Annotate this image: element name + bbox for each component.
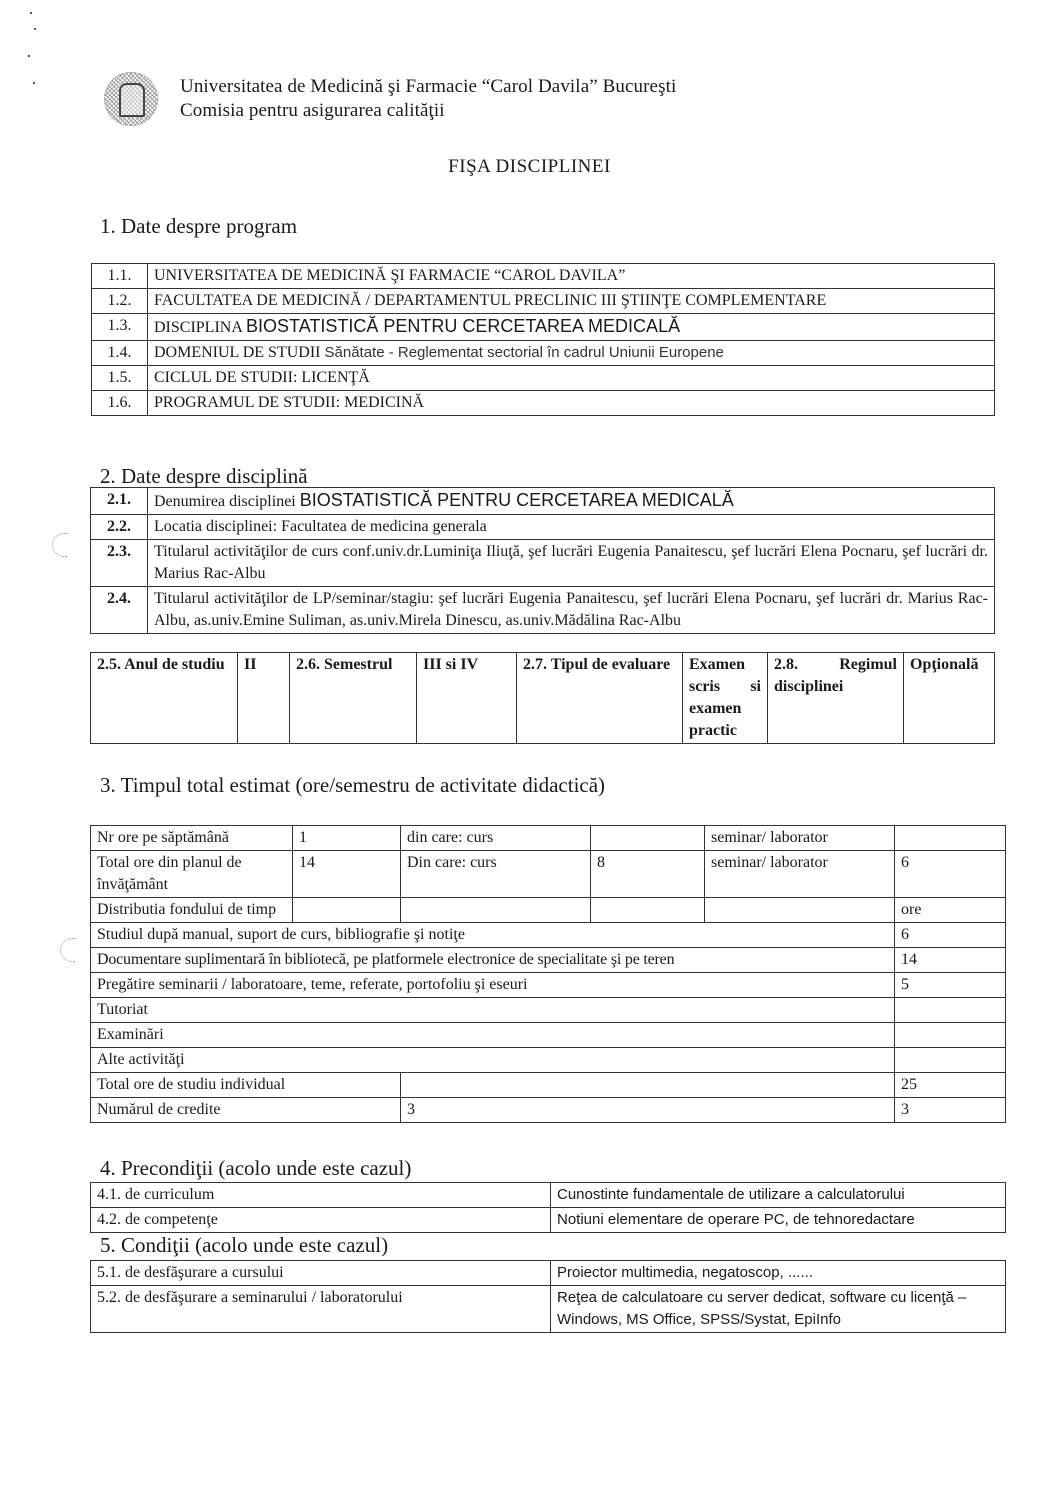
table-row <box>91 1073 1006 1098</box>
activity-label: Documentare suplimentară în bibliotecă, pe platformele electronice de specialitate şi pe teren <box>91 948 895 973</box>
individual-total-label: Total ore de studiu individual <box>91 1073 401 1098</box>
credits-label: Numărul de credite <box>91 1098 401 1123</box>
distribution-label: Distributia fondului de timp <box>91 898 293 923</box>
total-seminar-value: 6 <box>895 851 1006 898</box>
total-hours-value: 14 <box>293 851 401 898</box>
regime-label: 2.8. Regimul disciplinei <box>768 653 904 744</box>
table-row <box>91 998 1006 1023</box>
activity-value: 14 <box>895 948 1006 973</box>
activity-label: Examinări <box>91 1023 895 1048</box>
row-label: FACULTATEA DE MEDICINĂ / DEPARTAMENTUL PRECLINIC III ŞTIINŢE COMPLEMENTARE <box>154 292 827 309</box>
table-row <box>92 264 995 289</box>
total-hours-label: Total ore din planul de învăţământ <box>91 851 293 898</box>
table-row <box>91 1098 1006 1123</box>
section-5-title: 5. Condiţii (acolo unde este cazul) <box>100 1233 389 1257</box>
row-label: Denumirea disciplinei <box>154 493 300 510</box>
scan-dot <box>28 55 30 57</box>
weekly-seminar-value <box>895 826 1006 851</box>
total-seminar-label: seminar/ laborator <box>705 851 895 898</box>
row-label: Titularul activităţilor de LP/seminar/stagiu: şef lucrări Eugenia Panaitescu, şef lucrări Elena Pocnaru, şef lucrări dr. Marius Rac-Albu, as.univ.Emine Suliman, as.univ.Mirela Dinescu, as.univ.Mădălina Rac-Albu <box>154 590 988 629</box>
row-number: 1.4. <box>92 341 148 366</box>
total-course-label: Din care: curs <box>401 851 591 898</box>
row-value: MEDICINĂ <box>344 394 425 411</box>
row-label: PROGRAMUL DE STUDII: <box>154 394 345 411</box>
scan-dot <box>33 82 35 84</box>
row-number: 1.2. <box>92 289 148 314</box>
hole-punch-mark <box>60 938 75 962</box>
discipline-table <box>90 487 995 634</box>
regime-value: Opţională <box>904 653 995 744</box>
distribution-unit: ore <box>895 898 1006 923</box>
row-value: LICENŢĂ <box>301 369 370 386</box>
evaluation-value: Examen scris si examen practic <box>683 653 768 744</box>
commission-name: Comisia pentru asigurarea calităţii <box>180 100 445 121</box>
row-number: 2.1. <box>91 488 148 515</box>
table-row <box>92 314 995 341</box>
row-label: DOMENIUL DE STUDII <box>154 344 325 361</box>
row-label: UNIVERSITATEA DE MEDICINĂ ŞI FARMACIE “CAROL DAVILA” <box>154 267 626 284</box>
table-row <box>92 391 995 416</box>
weekly-seminar-label: seminar/ laborator <box>705 826 895 851</box>
precondition-label: 4.1. de curriculum <box>91 1183 551 1208</box>
table-row <box>91 1286 1006 1333</box>
document-title: FIŞA DISCIPLINEI <box>448 156 611 177</box>
activity-label: Studiul după manual, suport de curs, bibliografie şi notiţe <box>91 923 895 948</box>
table-row <box>91 488 995 515</box>
evaluation-label: 2.7. Tipul de evaluare <box>517 653 683 744</box>
row-number: 2.2. <box>91 515 148 540</box>
precondition-value: Notiuni elementare de operare PC, de tehnoredactare <box>551 1208 1006 1233</box>
condition-label: 5.2. de desfăşurare a seminarului / laboratorului <box>91 1286 551 1333</box>
row-label: CICLUL DE STUDII: <box>154 369 302 386</box>
row-value: Sănătate - Reglementat sectorial în cadrul Uniunii Europene <box>324 344 724 361</box>
table-row <box>91 1208 1006 1233</box>
table-row <box>91 1023 1006 1048</box>
row-label: DISCIPLINA <box>154 319 247 336</box>
university-logo-icon <box>104 72 158 126</box>
hole-punch-mark <box>52 533 67 557</box>
individual-total-mid <box>401 1073 895 1098</box>
section-3-title: 3. Timpul total estimat (ore/semestru de activitate didactică) <box>100 773 606 797</box>
activity-value <box>895 998 1006 1023</box>
table-row <box>91 1261 1006 1286</box>
row-number: 2.4. <box>91 587 148 634</box>
table-row <box>91 898 1006 923</box>
activity-value: 5 <box>895 973 1006 998</box>
credits-value: 3 <box>895 1098 1006 1123</box>
scan-dot <box>34 28 36 30</box>
program-table <box>91 263 995 416</box>
table-row <box>91 587 995 634</box>
weekly-hours-value: 1 <box>293 826 401 851</box>
table-row <box>92 366 995 391</box>
table-row <box>91 653 995 744</box>
table-row <box>91 826 1006 851</box>
weekly-course-value <box>591 826 705 851</box>
weekly-course-label: din care: curs <box>401 826 591 851</box>
time-table <box>90 825 1006 1123</box>
scan-dot <box>30 12 32 14</box>
semester-label: 2.6. Semestrul <box>290 653 417 744</box>
row-number: 1.5. <box>92 366 148 391</box>
table-row <box>92 341 995 366</box>
activity-label: Alte activităţi <box>91 1048 895 1073</box>
row-label: Locatia disciplinei: Facultatea de medicina generala <box>154 518 487 535</box>
row-number: 1.3. <box>92 314 148 341</box>
activity-value: 6 <box>895 923 1006 948</box>
precondition-value: Cunostinte fundamentale de utilizare a calculatorului <box>551 1183 1006 1208</box>
table-row <box>91 851 1006 898</box>
preconditions-table <box>90 1182 1006 1233</box>
discipline-details-table <box>90 652 995 744</box>
activity-value <box>895 1048 1006 1073</box>
university-name: Universitatea de Medicină şi Farmacie “Carol Davila” Bucureşti <box>180 76 677 97</box>
precondition-label: 4.2. de competenţe <box>91 1208 551 1233</box>
table-row <box>92 289 995 314</box>
row-number: 1.6. <box>92 391 148 416</box>
row-number: 2.3. <box>91 540 148 587</box>
condition-label: 5.1. de desfăşurare a cursului <box>91 1261 551 1286</box>
semester-value: III si IV <box>417 653 517 744</box>
table-row <box>91 1048 1006 1073</box>
section-1-title: 1. Date despre program <box>100 214 298 238</box>
table-row <box>91 1183 1006 1208</box>
condition-value: Reţea de calculatoare cu server dedicat, software cu licenţă – Windows, MS Office, SPSS/Systat, EpiInfo <box>551 1286 1006 1333</box>
individual-total-value: 25 <box>895 1073 1006 1098</box>
table-row <box>91 540 995 587</box>
table-row <box>91 515 995 540</box>
section-4-title: 4. Precondiţii (acolo unde este cazul) <box>100 1156 412 1180</box>
conditions-table <box>90 1260 1006 1333</box>
condition-value: Proiector multimedia, negatoscop, ...... <box>551 1261 1006 1286</box>
discipline-name: BIOSTATISTICĂ PENTRU CERCETAREA MEDICALĂ <box>299 490 734 510</box>
activity-label: Pregătire seminarii / laboratoare, teme, referate, portofoliu şi eseuri <box>91 973 895 998</box>
section-2-title: 2. Date despre disciplină <box>100 464 308 488</box>
row-label: Titularul activităţilor de curs conf.univ.dr.Luminiţa Iliuţă, şef lucrări Eugenia Panaitescu, şef lucrări Elena Pocnaru, şef lucrări dr. Marius Rac-Albu <box>154 543 988 582</box>
year-value: II <box>238 653 290 744</box>
table-row <box>91 973 1006 998</box>
activity-value <box>895 1023 1006 1048</box>
weekly-hours-label: Nr ore pe săptămână <box>91 826 293 851</box>
year-label: 2.5. Anul de studiu <box>91 653 238 744</box>
activity-label: Tutoriat <box>91 998 895 1023</box>
table-row <box>91 948 1006 973</box>
total-course-value: 8 <box>591 851 705 898</box>
credits-mid: 3 <box>401 1098 895 1123</box>
discipline-name: BIOSTATISTICĂ PENTRU CERCETAREA MEDICALĂ <box>246 316 681 336</box>
table-row <box>91 923 1006 948</box>
row-number: 1.1. <box>92 264 148 289</box>
